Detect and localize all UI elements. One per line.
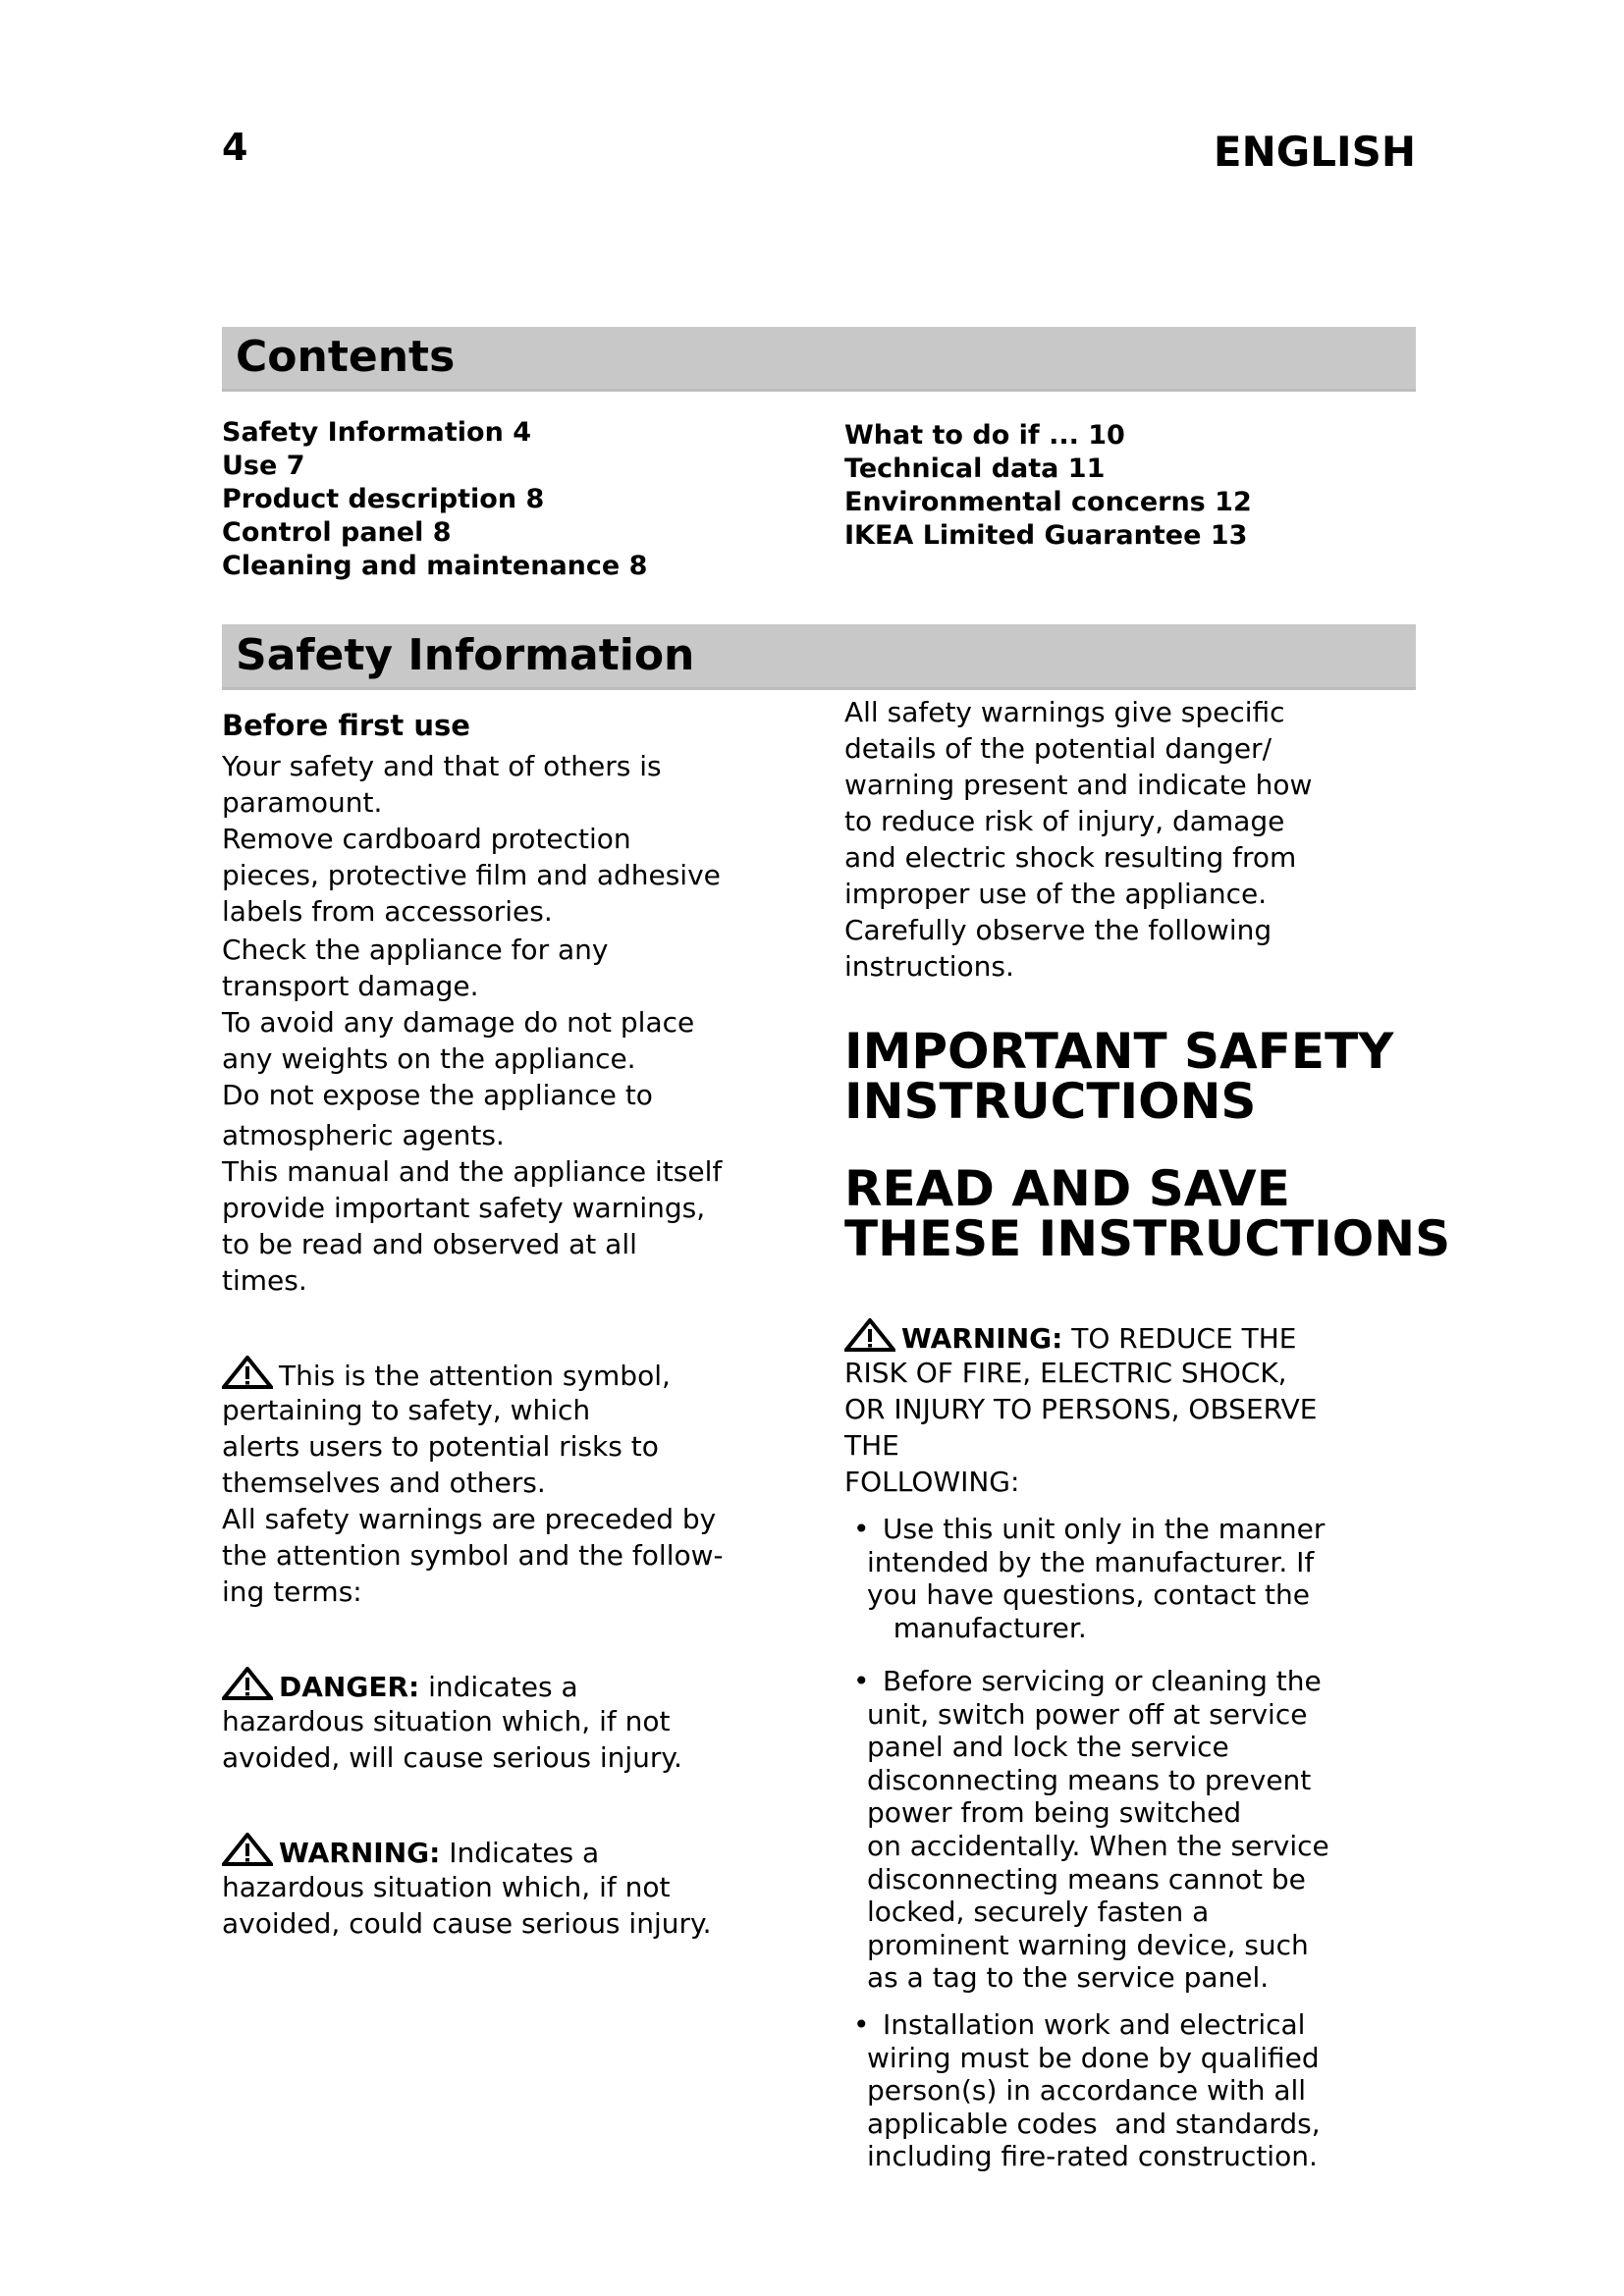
read-and-save-heading — [844, 1160, 1451, 1267]
text-line: transport damage. — [222, 970, 479, 1002]
text-line: unit, switch power off at service — [867, 1697, 1308, 1731]
text-line: provide important safety warnings, — [222, 1192, 706, 1224]
warning-triangle-icon — [222, 1833, 273, 1866]
text-line: alerts users to potential risks to — [222, 1430, 659, 1463]
bullet-icon: • — [853, 1665, 870, 1697]
text-line: Remove cardboard protection — [222, 823, 631, 855]
text-segment: indicates a — [428, 1671, 578, 1703]
text-segment: TO REDUCE THE — [1071, 1322, 1297, 1355]
contents-header-bar — [222, 327, 1416, 392]
bullet-3 — [853, 2008, 1321, 2173]
text-line: All safety warnings give specific — [844, 696, 1285, 728]
text-line: THE — [844, 1429, 899, 1462]
text-line: warning present and indicate how — [844, 769, 1313, 801]
text-line: pieces, protective film and adhesive — [222, 859, 721, 891]
text-line: paramount. — [222, 786, 383, 819]
text-line: pertaining to safety, which — [222, 1394, 591, 1426]
text-line: THESE INSTRUCTIONS — [844, 1210, 1451, 1267]
bullet-icon: • — [853, 1513, 870, 1545]
page-number: 4 — [222, 126, 248, 169]
text-line — [222, 1667, 682, 1703]
text-line: to reduce risk of injury, damage — [844, 805, 1285, 837]
toc-entry: Cleaning and maintenance 8 — [222, 551, 648, 581]
bullet-2 — [853, 1665, 1329, 1995]
warning-triangle-icon — [844, 1318, 895, 1352]
toc-left — [222, 416, 647, 583]
text-line: prominent warning device, such — [867, 1928, 1309, 1961]
text-line: improper use of the appliance. — [844, 878, 1268, 910]
danger-paragraph — [222, 1667, 682, 1776]
text-line: FOLLOWING: — [844, 1466, 1020, 1498]
toc-entry: IKEA Limited Guarantee 13 — [844, 520, 1248, 551]
text-line: avoided, could cause serious injury. — [222, 1907, 712, 1940]
text-line: hazardous situation which, if not — [222, 1705, 671, 1737]
text-line: To avoid any damage do not place — [222, 1006, 695, 1039]
text-line: disconnecting means cannot be — [867, 1862, 1306, 1896]
text-line: including fire-rated construction. — [867, 2140, 1318, 2173]
right-intro — [844, 694, 1312, 985]
bullet-icon: • — [853, 2008, 870, 2041]
warning-paragraph — [222, 1833, 711, 1942]
text-line: hazardous situation which, if not — [222, 1871, 671, 1903]
toc-entry: Use 7 — [222, 451, 305, 481]
safety-title: Safety Information — [236, 630, 695, 680]
text-line: details of the potential danger/ — [844, 732, 1272, 765]
text-line: RISK OF FIRE, ELECTRIC SHOCK, — [844, 1357, 1287, 1389]
bullet-1 — [853, 1513, 1325, 1644]
text-line — [222, 1833, 711, 1869]
text-line: labels from accessories. — [222, 895, 553, 928]
text-line: as a tag to the service panel. — [867, 1961, 1270, 1995]
toc-entry: Safety Information 4 — [222, 417, 531, 448]
warning-label: WARNING: — [901, 1322, 1063, 1355]
text-line: and electric shock resulting from — [844, 841, 1297, 874]
text-line: instructions. — [844, 950, 1014, 983]
text-line: atmospheric agents. — [222, 1119, 505, 1151]
text-line: Before servicing or cleaning the — [883, 1665, 1322, 1697]
text-line: wiring must be done by qualified — [867, 2041, 1320, 2074]
text-line: manufacturer. — [867, 1611, 1087, 1644]
text-line: the attention symbol and the follow- — [222, 1539, 724, 1572]
text-line: INSTRUCTIONS — [844, 1073, 1257, 1130]
warning-label: DANGER: — [279, 1671, 420, 1703]
text-line: power from being switched — [867, 1796, 1242, 1830]
important-safety-heading — [844, 1023, 1394, 1130]
text-line: any weights on the appliance. — [222, 1042, 636, 1075]
text-line: on accidentally. When the service — [867, 1829, 1329, 1862]
text-line: Do not expose the appliance to — [222, 1079, 653, 1111]
toc-entry: Environmental concerns 12 — [844, 487, 1252, 517]
toc-entry: Product description 8 — [222, 484, 545, 514]
warning-label: WARNING: — [279, 1837, 441, 1869]
text-line: person(s) in accordance with all — [867, 2074, 1307, 2108]
language-label: ENGLISH — [1213, 128, 1416, 176]
text-segment: This is the attention symbol, — [279, 1360, 671, 1392]
text-line: you have questions, contact the — [867, 1578, 1310, 1612]
text-line: This manual and the appliance itself — [222, 1155, 723, 1188]
toc-entry: What to do if ... 10 — [844, 420, 1125, 451]
text-line: Check the appliance for any — [222, 934, 609, 966]
text-line — [844, 1318, 1317, 1355]
text-line: Your safety and that of others is — [222, 750, 662, 782]
safety-header-bar — [222, 624, 1416, 690]
toc-entry: Control panel 8 — [222, 517, 452, 548]
text-line: disconnecting means to prevent — [867, 1763, 1312, 1796]
text-line: Installation work and electrical — [883, 2008, 1306, 2041]
before-first-use-heading: Before first use — [222, 709, 470, 742]
text-line: IMPORTANT SAFETY — [844, 1023, 1394, 1080]
toc-entry: Technical data 11 — [844, 454, 1106, 484]
paragraph-1 — [222, 748, 721, 930]
main-warning — [844, 1318, 1317, 1500]
toc-right — [844, 419, 1252, 553]
text-line: locked, securely fasten a — [867, 1896, 1210, 1929]
text-line: intended by the manufacturer. If — [867, 1545, 1315, 1578]
text-line: themselves and others. — [222, 1467, 546, 1499]
text-segment: Indicates a — [449, 1837, 600, 1869]
text-line: Carefully observe the following — [844, 914, 1272, 946]
contents-title: Contents — [236, 332, 456, 382]
warning-triangle-icon — [222, 1356, 273, 1389]
paragraph-3 — [222, 1117, 722, 1299]
warning-triangle-icon — [222, 1667, 273, 1700]
text-line: READ AND SAVE — [844, 1160, 1290, 1217]
text-line: applicable codes and standards, — [867, 2107, 1321, 2140]
text-line: All safety warnings are preceded by — [222, 1503, 717, 1535]
text-line: panel and lock the service — [867, 1731, 1229, 1764]
attention-paragraph — [222, 1356, 724, 1610]
text-line: ing terms: — [222, 1575, 362, 1608]
text-line: to be read and observed at all — [222, 1228, 637, 1260]
text-line — [222, 1356, 724, 1392]
text-line: times. — [222, 1264, 307, 1297]
paragraph-2 — [222, 932, 694, 1113]
text-line: OR INJURY TO PERSONS, OBSERVE — [844, 1393, 1318, 1425]
text-line: Use this unit only in the manner — [883, 1513, 1326, 1545]
text-line: avoided, will cause serious injury. — [222, 1741, 682, 1774]
